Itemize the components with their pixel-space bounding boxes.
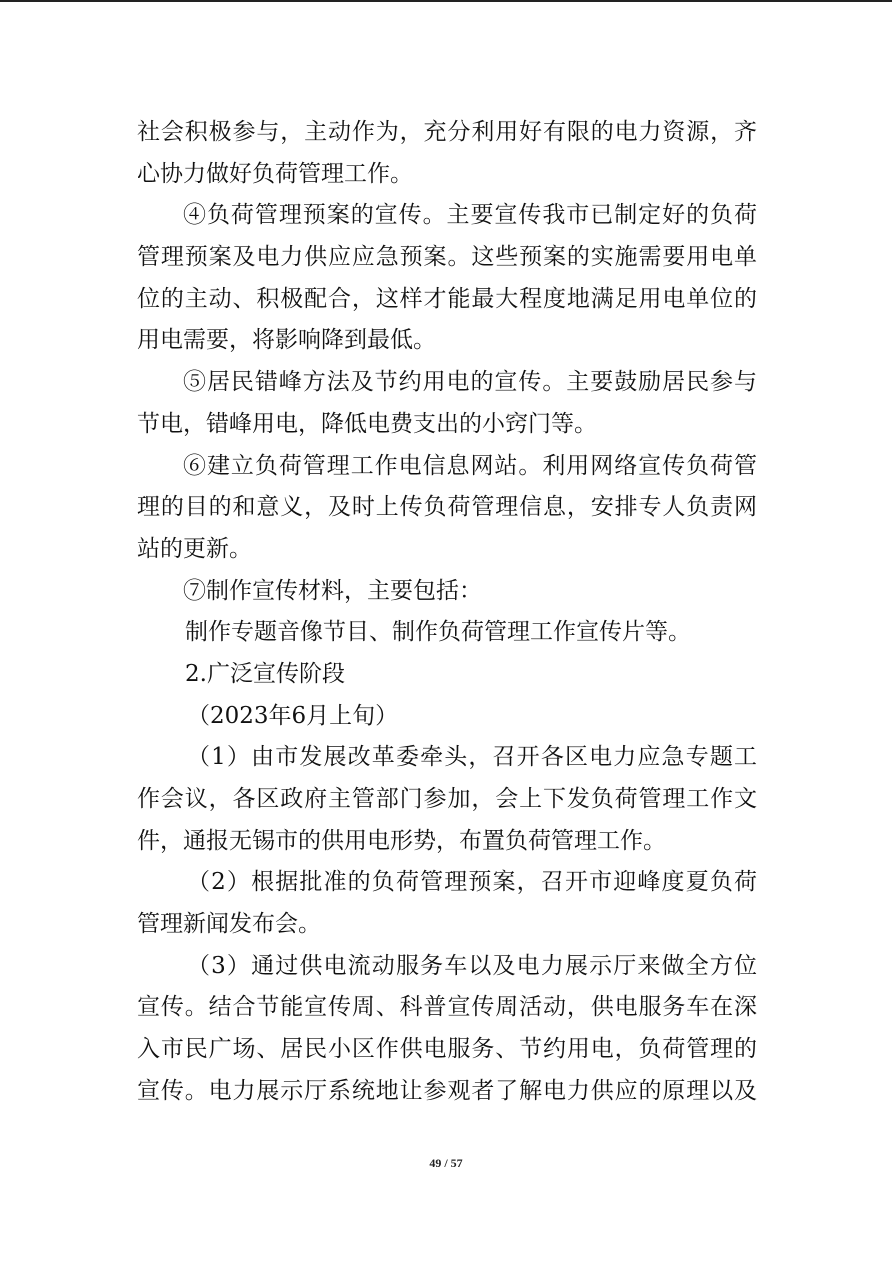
- page-number: 49 / 57: [429, 1156, 463, 1170]
- body-line-24: 宣传。电力展示厅系统地让参观者了解电力供应的原理以及: [137, 1077, 757, 1104]
- body-line-11: 站的更新。: [137, 535, 252, 562]
- paragraph-5-resident-peak-shifting: ⑤居民错峰方法及节约用电的宣传。主要鼓励居民参与: [183, 369, 757, 396]
- body-line-8: 节电，错峰用电，降低电费支出的小窍门等。: [137, 410, 597, 437]
- body-line-20: 管理新闻发布会。: [137, 911, 321, 938]
- section-heading-broad-publicity: 2.广泛宣传阶段: [185, 660, 345, 687]
- body-line-5: 位的主动、积极配合，这样才能最大程度地满足用电单位的: [137, 285, 757, 312]
- item-1-meeting: （1）由市发展改革委牵头，召开各区电力应急专题工: [187, 744, 757, 771]
- body-line-10: 理的目的和意义，及时上传负荷管理信息，安排专人负责网: [137, 494, 757, 521]
- document-body: [137, 112, 757, 1113]
- section-date: （2023年6月上旬）: [187, 702, 399, 729]
- item-3-service-vehicle: （3）通过供电流动服务车以及电力展示厅来做全方位: [187, 952, 757, 979]
- body-line-1: 社会积极参与，主动作为，充分利用好有限的电力资源，齐: [137, 119, 757, 145]
- paragraph-6-website: ⑥建立负荷管理工作电信息网站。利用网络宣传负荷管: [183, 452, 757, 479]
- body-line-13: 制作专题音像节目、制作负荷管理工作宣传片等。: [185, 619, 691, 646]
- body-line-23: 入市民广场、居民小区作供电服务、节约用电，负荷管理的: [137, 1036, 757, 1063]
- body-line-22: 宣传。结合节能宣传周、科普宣传周活动，供电服务车在深: [137, 994, 757, 1021]
- body-line-18: 件，通报无锡市的供用电形势，布置负荷管理工作。: [137, 827, 666, 854]
- body-line-6: 用电需要，将影响降到最低。: [137, 327, 436, 354]
- body-line-2: 心协力做好负荷管理工作。: [137, 160, 413, 187]
- body-line-17: 作会议，各区政府主管部门参加，会上下发负荷管理工作文: [137, 786, 757, 812]
- paragraph-7-materials: ⑦制作宣传材料，主要包括：: [183, 577, 482, 604]
- item-2-press-conference: （2）根据批准的负荷管理预案，召开市迎峰度夏负荷: [187, 869, 757, 896]
- paragraph-4-preplan-publicity: ④负荷管理预案的宣传。主要宣传我市已制定好的负荷: [183, 202, 757, 229]
- top-border-rule: [0, 0, 892, 2]
- body-line-4: 管理预案及电力供应应急预案。这些预案的实施需要用电单: [137, 244, 757, 271]
